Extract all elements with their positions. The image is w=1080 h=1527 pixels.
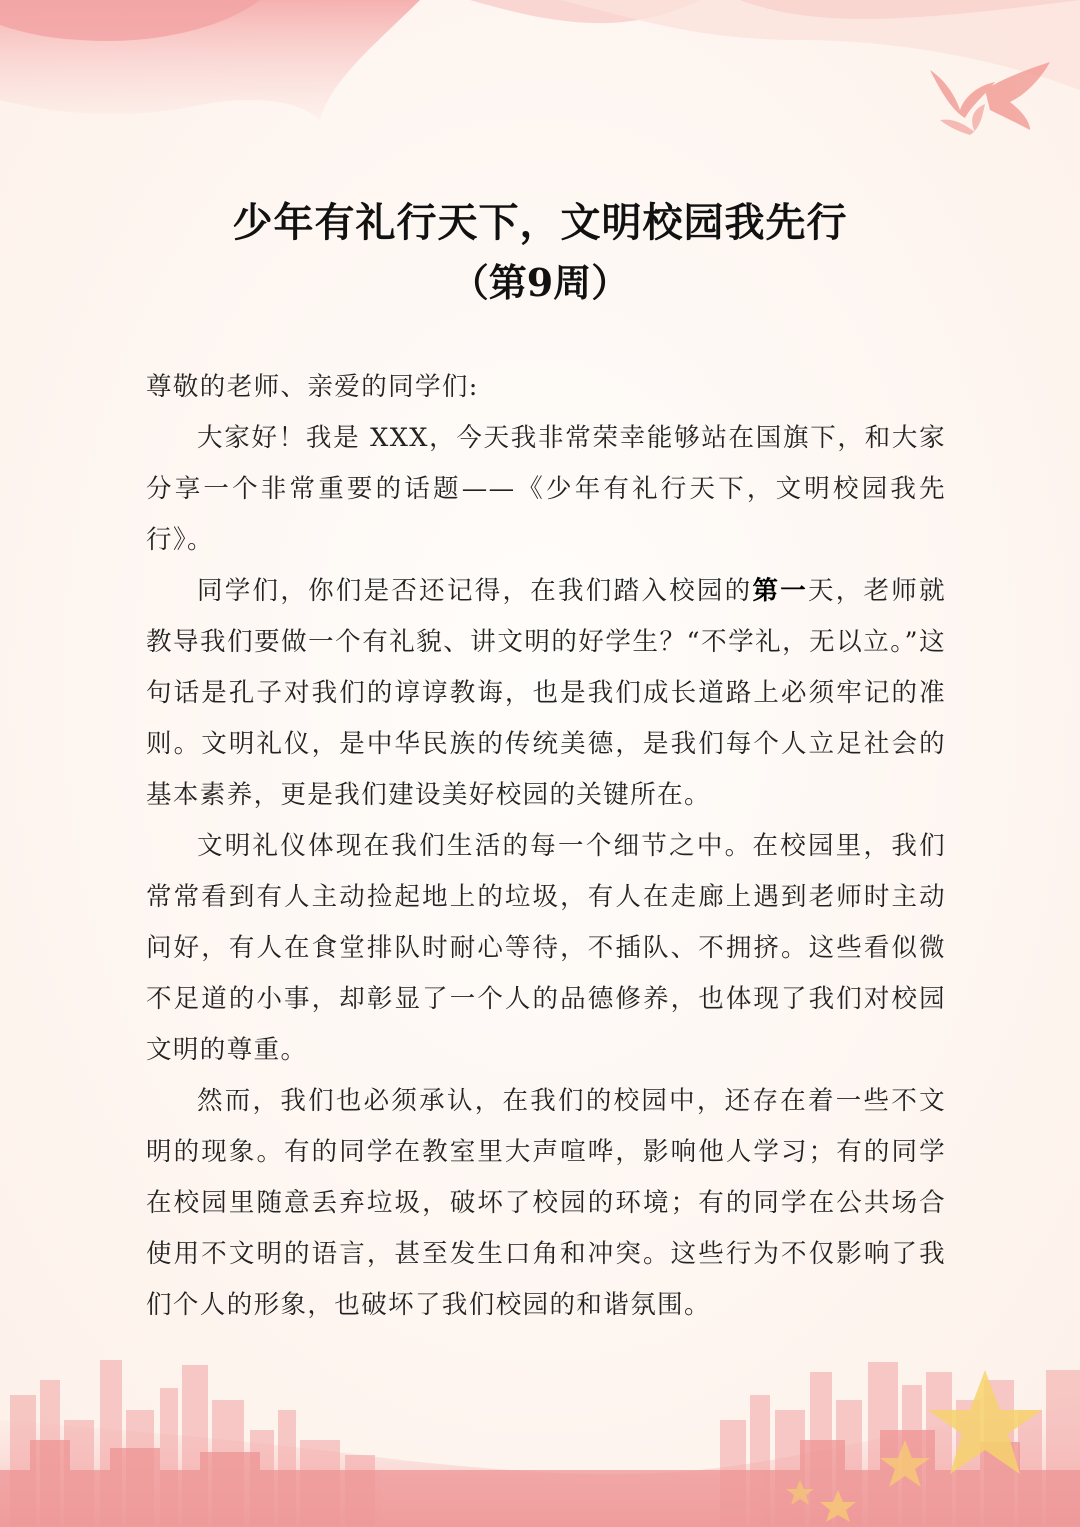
paragraph (146, 566, 946, 821)
paragraph-text: 天，老师就教导我们要做一个有礼貌、讲文明的好学生？“不学礼，无以立。”这句话是孔子对我们的谆谆教诲，也是我们成长道路上必须牢记的准则。文明礼仪，是中华民族的传统美德，是我们每个人立足社会的基本素养，更是我们建设美好校园的关键所在。 (146, 576, 946, 810)
speech-body (146, 362, 946, 1331)
greeting: 尊敬的老师、亲爱的同学们: (146, 372, 479, 402)
paragraph: 大家好！我是 XXX，今天我非常荣幸能够站在国旗下，和大家分享一个非常重要的话题——《少年有礼行天下，文明校园我先行》。 (146, 423, 946, 555)
paragraph: 文明礼仪体现在我们生活的每一个细节之中。在校园里，我们常常看到有人主动捡起地上的垃圾，有人在走廊上遇到老师时主动问好，有人在食堂排队时耐心等待，不插队、不拥挤。这些看似微不足道的小事，却彰显了一个人的品德修养，也体现了我们对校园文明的尊重。 (146, 831, 946, 1065)
emphasis-text: 第一 (752, 576, 808, 606)
paragraph: 然而，我们也必须承认，在我们的校园中，还存在着一些不文明的现象。有的同学在教室里大声喧哗，影响他人学习；有的同学在校园里随意丢弃垃圾，破坏了校园的环境；有的同学在公共场合使用不文明的语言，甚至发生口角和冲突。这些行为不仅影响了我们个人的形象，也破坏了我们校园的和谐氛围。 (146, 1086, 946, 1320)
page-subtitle: （第9周） (450, 260, 630, 305)
title-block (0, 195, 1080, 311)
page-title: 少年有礼行天下，文明校园我先行 (232, 199, 848, 246)
paragraph-text: 同学们，你们是否还记得，在我们踏入校园的 (197, 576, 753, 606)
